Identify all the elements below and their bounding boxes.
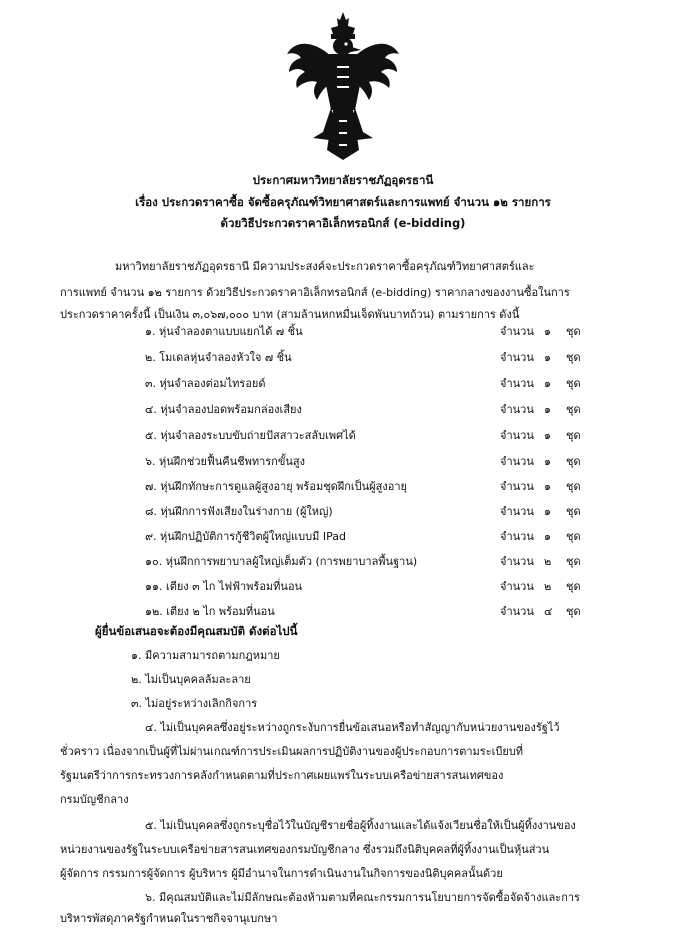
item-name: ๙. หุ่นฝึกปฏิบัติการกู้ชีวิตผู้ใหญ่แบบมี IPad [145,530,346,543]
item-quantity: จำนวน ๑ ชุด [500,325,581,338]
item-quantity: จำนวน ๔ ชุด [500,605,581,618]
qualification-6-line-2: บริหารพัสดุภาครัฐกำหนดในราชกิจจานุเบกษา [60,912,278,925]
item-quantity: จำนวน ๑ ชุด [500,480,581,493]
item-name: ๓. หุ่นจำลองต่อมไทรอยด์ [145,377,266,390]
announcement-title: ประกาศมหาวิทยาลัยราชภัฏอุดรธานี [252,173,434,187]
item-name: ๑๐. หุ่นฝึกการพยาบาลผู้ใหญ่เต็มตัว (การพยาบาลพื้นฐาน) [145,555,418,568]
qualification-6-line-1: ๖. มีคุณสมบัติและไม่มีลักษณะต้องห้ามตามที่คณะกรรมการนโยบายการจัดซื้อจัดจ้างและการ [145,891,580,904]
item-name: ๑๒. เตียง ๒ ไก พร้อมที่นอน [145,605,275,618]
qualification-4-line-2: ชั่วคราว เนื่องจากเป็นผู้ที่ไม่ผ่านเกณฑ์การประเมินผลการปฏิบัติงานของผู้ประกอบการตามระเบียบที่ [60,745,524,758]
item-name: ๔. หุ่นจำลองปอดพร้อมกล่องเสียง [145,403,302,416]
item-name: ๑. หุ่นจำลองตาแบบแยกได้ ๗ ชิ้น [145,325,303,338]
item-quantity: จำนวน ๒ ชุด [500,555,581,568]
garuda-emblem-icon [283,10,403,162]
item-quantity: จำนวน ๑ ชุด [500,429,581,442]
intro-line-1: มหาวิทยาลัยราชภัฏอุดรธานี มีความประสงค์จะประกวดราคาซื้อครุภัณฑ์วิทยาศาสตร์และ [115,260,535,273]
qualification-4-line-3: รัฐมนตรีว่าการกระทรวงการคลังกำหนดตามที่ประกาศเผยแพร่ในระบบเครือข่ายสารสนเทศของ [60,769,504,782]
qualification-3: ๓. ไม่อยู่ระหว่างเลิกกิจการ [131,697,258,710]
qualification-4-line-1: ๔. ไม่เป็นบุคคลซึ่งอยู่ระหว่างถูกระงับการยื่นข้อเสนอหรือทำสัญญากับหน่วยงานของรัฐไว้ [145,721,560,734]
item-quantity: จำนวน ๑ ชุด [500,351,581,364]
item-quantity: จำนวน ๒ ชุด [500,580,581,593]
item-quantity: จำนวน ๑ ชุด [500,505,581,518]
item-name: ๖. หุ่นฝึกช่วยฟื้นคืนชีพทารกขั้นสูง [145,455,305,468]
item-quantity: จำนวน ๑ ชุด [500,403,581,416]
item-name: ๕. หุ่นจำลองระบบขับถ่ายปัสสาวะสลับเพศได้ [145,429,356,442]
qualification-5-line-3: ผู้จัดการ กรรมการผู้จัดการ ผู้บริหาร ผู้มีอำนาจในการดำเนินงานในกิจการของนิติบุคคลนั้นด้วย [60,867,503,880]
item-name: ๗. หุ่นฝึกทักษะการดูแลผู้สูงอายุ พร้อมชุดฝึกเป็นผู้สูงอายุ [145,480,407,493]
item-quantity: จำนวน ๑ ชุด [500,530,581,543]
qualification-4-line-4: กรมบัญชีกลาง [60,793,129,806]
qualifications-heading: ผู้ยื่นข้อเสนอจะต้องมีคุณสมบัติ ดังต่อไปนี้ [95,624,298,638]
qualification-2: ๒. ไม่เป็นบุคคลล้มละลาย [131,673,251,686]
item-quantity: จำนวน ๑ ชุด [500,377,581,390]
item-quantity: จำนวน ๑ ชุด [500,455,581,468]
intro-line-2: การแพทย์ จำนวน ๑๒ รายการ ด้วยวิธีประกวดราคาอิเล็กทรอนิกส์ (e-bidding) ราคากลางของงานซื้อในการ [60,286,570,299]
intro-line-3: ประกวดราคาครั้งนี้ เป็นเงิน ๓,๐๖๗,๐๐๐ บาท (สามล้านหกหมื่นเจ็ดพันบาทถ้วน) ตามรายการ ดังนี้ [60,308,520,321]
qualification-5-line-1: ๕. ไม่เป็นบุคคลซึ่งถูกระบุชื่อไว้ในบัญชีรายชื่อผู้ทิ้งงานและได้แจ้งเวียนชื่อให้เป็นผู้ทิ้งงานของ [145,819,576,832]
announcement-subject: เรื่อง ประกวดราคาซื้อ จัดซื้อครุภัณฑ์วิทยาศาสตร์และการแพทย์ จำนวน ๑๒ รายการ [135,195,551,209]
qualification-1: ๑. มีความสามารถตามกฎหมาย [131,649,280,662]
item-name: ๘. หุ่นฝึกการฟังเสียงในร่างกาย (ผู้ใหญ่) [145,505,333,518]
item-name: ๒. โมเดลหุ่นจำลองหัวใจ ๗ ชิ้น [145,351,292,364]
item-name: ๑๑. เตียง ๓ ไก ไฟฟ้าพร้อมที่นอน [145,580,303,593]
announcement-method: ด้วยวิธีประกวดราคาอิเล็กทรอนิกส์ (e-bidding) [220,216,466,230]
qualification-5-line-2: หน่วยงานของรัฐในระบบเครือข่ายสารสนเทศของกรมบัญชีกลาง ซึ่งรวมถึงนิติบุคคลที่ผู้ทิ้งงานเป็นหุ้นส่วน [60,843,550,856]
